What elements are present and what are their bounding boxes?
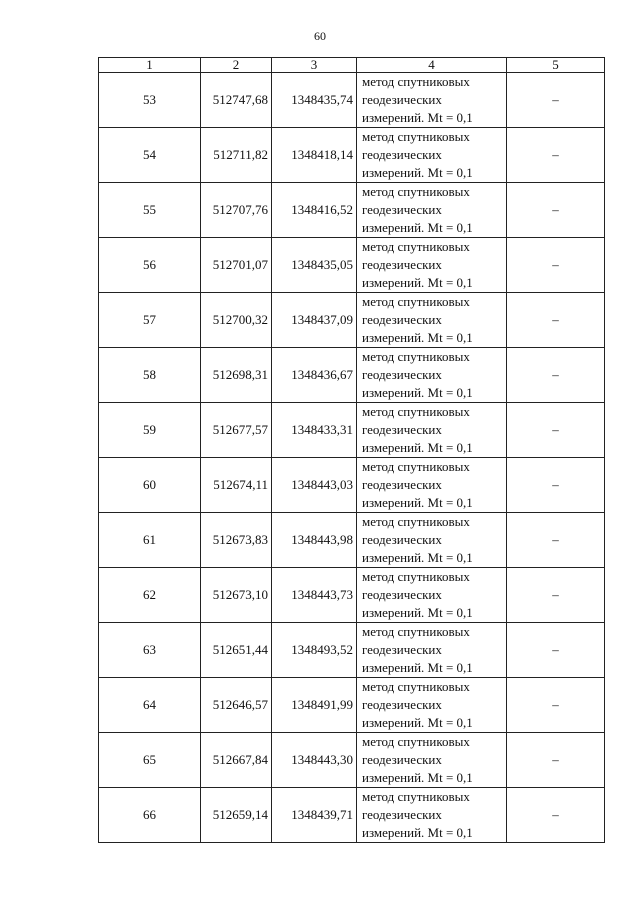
method-text-line: метод спутниковых bbox=[362, 789, 470, 804]
x-coordinate-cell: 512651,44 bbox=[201, 623, 272, 678]
table-row bbox=[99, 403, 605, 458]
point-number-cell: 63 bbox=[99, 623, 201, 678]
y-coordinate-cell: 1348435,74 bbox=[272, 73, 357, 128]
method-cell bbox=[357, 568, 507, 623]
column-header-3: 3 bbox=[272, 58, 357, 73]
method-text-line: геодезических bbox=[362, 147, 442, 162]
method-cell bbox=[357, 733, 507, 788]
y-coordinate-cell: 1348416,52 bbox=[272, 183, 357, 238]
point-number-cell: 57 bbox=[99, 293, 201, 348]
method-text-line: измерений. Mt = 0,1 bbox=[362, 770, 473, 785]
method-text-line: метод спутниковых bbox=[362, 404, 470, 419]
method-text-line: геодезических bbox=[362, 587, 442, 602]
x-coordinate-cell: 512673,83 bbox=[201, 513, 272, 568]
point-number-cell: 53 bbox=[99, 73, 201, 128]
point-number-cell: 55 bbox=[99, 183, 201, 238]
method-text-line: измерений. Mt = 0,1 bbox=[362, 110, 473, 125]
method-text-line: геодезических bbox=[362, 642, 442, 657]
method-text-line: геодезических bbox=[362, 202, 442, 217]
note-cell: – bbox=[507, 128, 605, 183]
note-cell: – bbox=[507, 788, 605, 843]
method-text-line: измерений. Mt = 0,1 bbox=[362, 275, 473, 290]
method-text-line: метод спутниковых bbox=[362, 129, 470, 144]
x-coordinate-cell: 512698,31 bbox=[201, 348, 272, 403]
method-cell bbox=[357, 73, 507, 128]
method-text-line: измерений. Mt = 0,1 bbox=[362, 715, 473, 730]
x-coordinate-cell: 512701,07 bbox=[201, 238, 272, 293]
method-cell bbox=[357, 623, 507, 678]
method-cell bbox=[357, 293, 507, 348]
method-text-line: измерений. Mt = 0,1 bbox=[362, 495, 473, 510]
note-cell: – bbox=[507, 513, 605, 568]
method-text-line: измерений. Mt = 0,1 bbox=[362, 385, 473, 400]
method-text-line: измерений. Mt = 0,1 bbox=[362, 440, 473, 455]
note-cell: – bbox=[507, 238, 605, 293]
method-text-line: геодезических bbox=[362, 257, 442, 272]
point-number-cell: 56 bbox=[99, 238, 201, 293]
table-row bbox=[99, 348, 605, 403]
method-text-line: геодезических bbox=[362, 477, 442, 492]
method-cell bbox=[357, 128, 507, 183]
method-text-line: измерений. Mt = 0,1 bbox=[362, 165, 473, 180]
method-cell bbox=[357, 183, 507, 238]
note-cell: – bbox=[507, 733, 605, 788]
y-coordinate-cell: 1348433,31 bbox=[272, 403, 357, 458]
y-coordinate-cell: 1348439,71 bbox=[272, 788, 357, 843]
x-coordinate-cell: 512707,76 bbox=[201, 183, 272, 238]
method-text-line: метод спутниковых bbox=[362, 239, 470, 254]
x-coordinate-cell: 512677,57 bbox=[201, 403, 272, 458]
x-coordinate-cell: 512659,14 bbox=[201, 788, 272, 843]
method-text-line: измерений. Mt = 0,1 bbox=[362, 825, 473, 840]
method-text-line: метод спутниковых bbox=[362, 514, 470, 529]
point-number-cell: 58 bbox=[99, 348, 201, 403]
table-row bbox=[99, 788, 605, 843]
method-text-line: метод спутниковых bbox=[362, 349, 470, 364]
method-text-line: геодезических bbox=[362, 807, 442, 822]
method-text-line: метод спутниковых bbox=[362, 459, 470, 474]
method-text-line: метод спутниковых bbox=[362, 294, 470, 309]
table-body bbox=[99, 73, 605, 843]
point-number-cell: 60 bbox=[99, 458, 201, 513]
note-cell: – bbox=[507, 348, 605, 403]
method-text-line: измерений. Mt = 0,1 bbox=[362, 550, 473, 565]
y-coordinate-cell: 1348435,05 bbox=[272, 238, 357, 293]
table-row bbox=[99, 458, 605, 513]
y-coordinate-cell: 1348493,52 bbox=[272, 623, 357, 678]
table-row bbox=[99, 568, 605, 623]
method-cell bbox=[357, 403, 507, 458]
method-text-line: геодезических bbox=[362, 697, 442, 712]
method-cell bbox=[357, 348, 507, 403]
note-cell: – bbox=[507, 183, 605, 238]
method-cell bbox=[357, 678, 507, 733]
method-text-line: метод спутниковых bbox=[362, 734, 470, 749]
x-coordinate-cell: 512646,57 bbox=[201, 678, 272, 733]
y-coordinate-cell: 1348491,99 bbox=[272, 678, 357, 733]
x-coordinate-cell: 512711,82 bbox=[201, 128, 272, 183]
x-coordinate-cell: 512667,84 bbox=[201, 733, 272, 788]
method-text-line: метод спутниковых bbox=[362, 74, 470, 89]
y-coordinate-cell: 1348418,14 bbox=[272, 128, 357, 183]
table-row bbox=[99, 128, 605, 183]
column-header-1: 1 bbox=[99, 58, 201, 73]
y-coordinate-cell: 1348443,73 bbox=[272, 568, 357, 623]
y-coordinate-cell: 1348437,09 bbox=[272, 293, 357, 348]
note-cell: – bbox=[507, 293, 605, 348]
method-text-line: геодезических bbox=[362, 532, 442, 547]
x-coordinate-cell: 512747,68 bbox=[201, 73, 272, 128]
note-cell: – bbox=[507, 623, 605, 678]
method-text-line: измерений. Mt = 0,1 bbox=[362, 660, 473, 675]
point-number-cell: 65 bbox=[99, 733, 201, 788]
column-header-5: 5 bbox=[507, 58, 605, 73]
point-number-cell: 59 bbox=[99, 403, 201, 458]
note-cell: – bbox=[507, 568, 605, 623]
method-text-line: геодезических bbox=[362, 422, 442, 437]
table-row bbox=[99, 678, 605, 733]
method-text-line: измерений. Mt = 0,1 bbox=[362, 605, 473, 620]
point-number-cell: 66 bbox=[99, 788, 201, 843]
y-coordinate-cell: 1348443,98 bbox=[272, 513, 357, 568]
page-number: 60 bbox=[314, 29, 326, 43]
y-coordinate-cell: 1348436,67 bbox=[272, 348, 357, 403]
table-row bbox=[99, 238, 605, 293]
point-number-cell: 61 bbox=[99, 513, 201, 568]
method-text-line: геодезических bbox=[362, 312, 442, 327]
y-coordinate-cell: 1348443,30 bbox=[272, 733, 357, 788]
method-cell bbox=[357, 238, 507, 293]
method-text-line: измерений. Mt = 0,1 bbox=[362, 220, 473, 235]
method-text-line: метод спутниковых bbox=[362, 679, 470, 694]
method-text-line: геодезических bbox=[362, 367, 442, 382]
table-header-row bbox=[99, 58, 605, 73]
method-text-line: метод спутниковых bbox=[362, 569, 470, 584]
column-header-2: 2 bbox=[201, 58, 272, 73]
method-cell bbox=[357, 458, 507, 513]
table-row bbox=[99, 733, 605, 788]
point-number-cell: 62 bbox=[99, 568, 201, 623]
y-coordinate-cell: 1348443,03 bbox=[272, 458, 357, 513]
method-text-line: метод спутниковых bbox=[362, 624, 470, 639]
x-coordinate-cell: 512673,10 bbox=[201, 568, 272, 623]
x-coordinate-cell: 512674,11 bbox=[201, 458, 272, 513]
table-row bbox=[99, 513, 605, 568]
table-row bbox=[99, 293, 605, 348]
note-cell: – bbox=[507, 458, 605, 513]
method-cell bbox=[357, 788, 507, 843]
note-cell: – bbox=[507, 403, 605, 458]
point-number-cell: 54 bbox=[99, 128, 201, 183]
note-cell: – bbox=[507, 73, 605, 128]
note-cell: – bbox=[507, 678, 605, 733]
point-number-cell: 64 bbox=[99, 678, 201, 733]
method-text-line: измерений. Mt = 0,1 bbox=[362, 330, 473, 345]
coordinates-table bbox=[98, 57, 605, 843]
table-row bbox=[99, 183, 605, 238]
method-cell bbox=[357, 513, 507, 568]
method-text-line: геодезических bbox=[362, 92, 442, 107]
table-row bbox=[99, 73, 605, 128]
x-coordinate-cell: 512700,32 bbox=[201, 293, 272, 348]
method-text-line: метод спутниковых bbox=[362, 184, 470, 199]
method-text-line: геодезических bbox=[362, 752, 442, 767]
table-row bbox=[99, 623, 605, 678]
column-header-4: 4 bbox=[357, 58, 507, 73]
